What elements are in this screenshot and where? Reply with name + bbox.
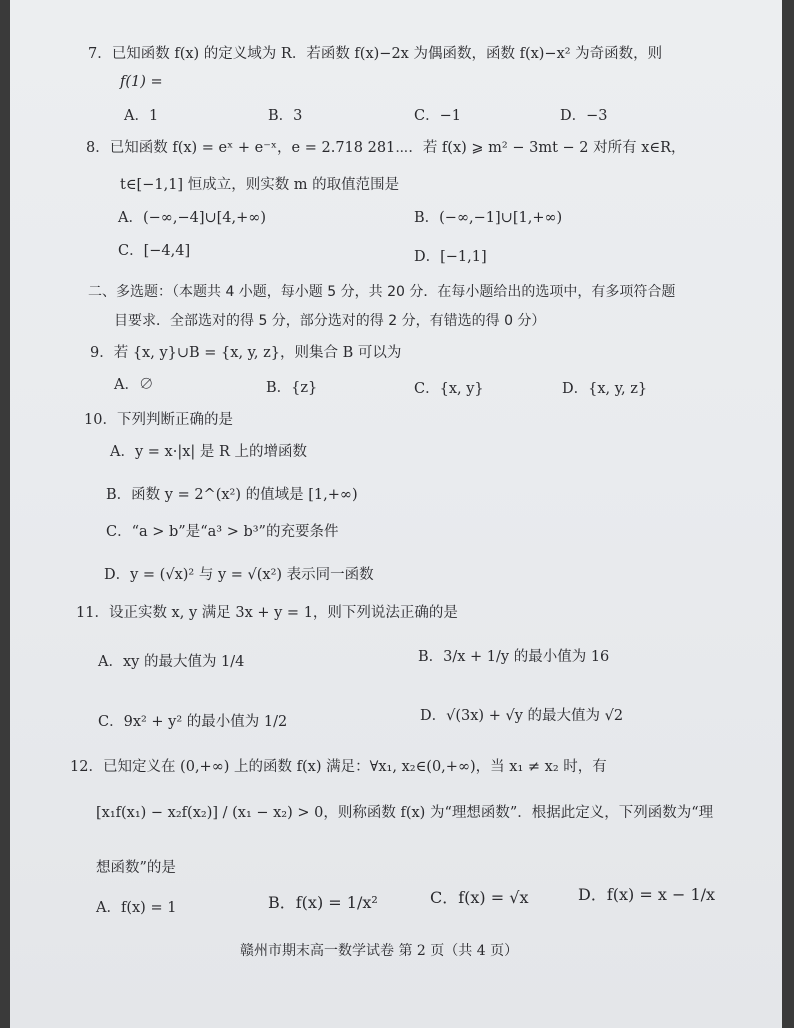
q9-option-a: A．∅ (114, 377, 154, 393)
q11-option-a: A．xy 的最大值为 1/4 (98, 654, 245, 670)
q10-option-c: C．“a > b”是“a³ > b³”的充要条件 (106, 524, 339, 540)
q12-option-d: D．f(x) = x − 1/x (578, 885, 716, 904)
q10-option-d: D．y = (√x)² 与 y = √(x²) 表示同一函数 (104, 567, 374, 583)
q9-option-b: B．{z} (266, 380, 318, 396)
q10-option-a: A．y = x·|x| 是 R 上的增函数 (110, 444, 308, 460)
q12-option-b: B．f(x) = 1/x² (268, 893, 378, 912)
question-8-stem-cont: t∈[−1,1] 恒成立，则实数 m 的取值范围是 (120, 177, 400, 193)
question-10-stem: 10．下列判断正确的是 (84, 412, 233, 428)
q11-option-c: C．9x² + y² 的最小值为 1/2 (98, 714, 288, 730)
section-2-heading-cont: 目要求．全部选对的得 5 分，部分选对的得 2 分，有错选的得 0 分） (114, 313, 546, 329)
q12-option-a: A．f(x) = 1 (96, 900, 177, 916)
q9-option-c: C．{x, y} (414, 381, 484, 397)
q11-option-d: D．√(3x) + √y 的最大值为 √2 (420, 708, 624, 724)
q8-option-c: C．[−4,4] (118, 243, 191, 259)
question-12-stem-cont: [x₁f(x₁) − x₂f(x₂)] / (x₁ − x₂) > 0，则称函数 f(x) 为“理想函数”．根据此定义，下列函数为“理 (96, 805, 714, 821)
q7-option-a: A．1 (124, 108, 159, 124)
q7-option-b: B．3 (268, 108, 303, 124)
q7-option-d: D．−3 (560, 108, 608, 124)
question-7-stem: 7．已知函数 f(x) 的定义域为 R．若函数 f(x)−2x 为偶函数，函数 f(x)−x² 为奇函数，则 (88, 46, 663, 62)
q8-option-d: D．[−1,1] (414, 249, 487, 265)
q11-option-b: B．3/x + 1/y 的最小值为 16 (418, 649, 610, 665)
question-12-stem: 12．已知定义在 (0,+∞) 上的函数 f(x) 满足：∀x₁, x₂∈(0,+∞)，当 x₁ ≠ x₂ 时，有 (70, 759, 607, 775)
question-12-stem-end: 想函数”的是 (96, 860, 176, 876)
question-11-stem: 11．设正实数 x, y 满足 3x + y = 1，则下列说法正确的是 (76, 605, 458, 621)
question-7-stem-cont: f(1) = (120, 74, 163, 90)
page-footer: 赣州市期末高一数学试卷 第 2 页（共 4 页） (240, 943, 519, 959)
question-8-stem: 8．已知函数 f(x) = eˣ + e⁻ˣ，e = 2.718 281⋯．若 f(x) ⩾ m² − 3mt − 2 对所有 x∈R， (86, 140, 686, 156)
section-2-heading: 二、多选题：（本题共 4 小题，每小题 5 分，共 20 分．在每小题给出的选项中，有多项符合题 (88, 284, 676, 300)
q9-option-d: D．{x, y, z} (562, 381, 648, 397)
q7-option-c: C．−1 (414, 108, 461, 124)
q8-option-a: A．(−∞,−4]∪[4,+∞) (118, 210, 267, 226)
q8-option-b: B．(−∞,−1]∪[1,+∞) (414, 210, 563, 226)
question-9-stem: 9．若 {x, y}∪B = {x, y, z}，则集合 B 可以为 (90, 345, 402, 361)
exam-page (10, 0, 782, 1028)
q10-option-b: B．函数 y = 2^(x²) 的值域是 [1,+∞) (106, 487, 358, 503)
q12-option-c: C．f(x) = √x (430, 888, 529, 907)
